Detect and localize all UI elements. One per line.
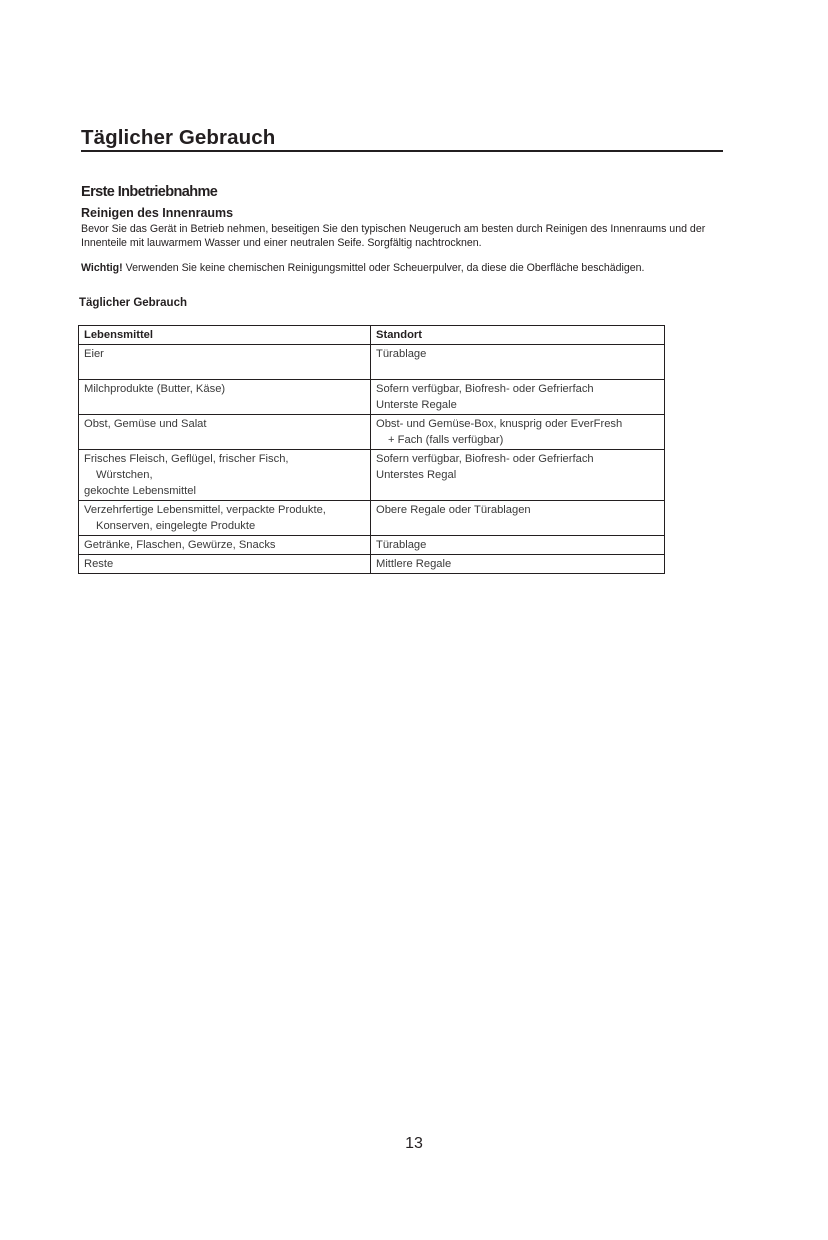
section-heading: Erste Inbetriebnahme	[81, 184, 218, 200]
intro-paragraph: Bevor Sie das Gerät in Betrieb nehmen, beseitigen Sie den typischen Neugeruch am besten durch Reinigen des Innenraums und der Innenteile mit lauwarmem Wasser und einer neutralen Seife. Sorgfältig nachtrocknen.	[81, 223, 706, 249]
location-cell	[371, 450, 665, 501]
table-row	[79, 501, 665, 536]
location-line: Sofern verfügbar, Biofresh- oder Gefrierfach	[376, 453, 594, 465]
food-line: Reste	[84, 558, 114, 570]
location-line: Unterste Regale	[376, 399, 457, 411]
location-cell	[371, 380, 665, 415]
location-cell	[371, 536, 665, 555]
table-header-row	[79, 326, 665, 345]
location-line: Türablage	[376, 348, 427, 360]
location-line: + Fach (falls verfügbar)	[388, 434, 504, 446]
header-location: Standort	[371, 326, 665, 345]
location-cell	[371, 555, 665, 574]
food-line: Verzehrfertige Lebensmittel, verpackte Produkte,	[84, 504, 326, 516]
food-cell	[79, 345, 371, 380]
table-row	[79, 450, 665, 501]
table-row	[79, 380, 665, 415]
food-line: gekochte Lebensmittel	[84, 485, 196, 497]
location-line: Türablage	[376, 539, 427, 551]
page-number: 13	[405, 1135, 423, 1152]
food-line: Getränke, Flaschen, Gewürze, Snacks	[84, 539, 276, 551]
location-line: Mittlere Regale	[376, 558, 452, 570]
location-cell	[371, 345, 665, 380]
header-food: Lebensmittel	[79, 326, 371, 345]
food-line: Eier	[84, 348, 104, 360]
food-line: Obst, Gemüse und Salat	[84, 418, 207, 430]
table-caption: Täglicher Gebrauch	[79, 297, 188, 309]
food-line: Frisches Fleisch, Geflügel, frischer Fisch,	[84, 453, 289, 465]
location-cell	[371, 415, 665, 450]
location-line: Obst- und Gemüse-Box, knusprig oder EverFresh	[376, 418, 623, 430]
food-cell	[79, 415, 371, 450]
food-line: Milchprodukte (Butter, Käse)	[84, 383, 226, 395]
storage-table	[78, 325, 665, 574]
table-row	[79, 555, 665, 574]
food-line: Konserven, eingelegte Produkte	[96, 520, 256, 532]
location-line: Unterstes Regal	[376, 469, 457, 481]
location-cell	[371, 501, 665, 536]
location-line: Sofern verfügbar, Biofresh- oder Gefrierfach	[376, 383, 594, 395]
table-row	[79, 345, 665, 380]
note-paragraph	[81, 261, 741, 275]
table-row	[79, 536, 665, 555]
food-cell	[79, 555, 371, 574]
food-cell	[79, 380, 371, 415]
food-cell	[79, 450, 371, 501]
location-line: Obere Regale oder Türablagen	[376, 504, 531, 516]
food-cell	[79, 501, 371, 536]
note-body: Verwenden Sie keine chemischen Reinigungsmittel oder Scheuerpulver, da diese die Oberfläche beschädigen.	[122, 262, 645, 274]
table-row	[79, 415, 665, 450]
sub-heading: Reinigen des Innenraums	[81, 206, 234, 220]
page-title: Täglicher Gebrauch	[81, 125, 723, 152]
food-cell	[79, 536, 371, 555]
note-label: Wichtig!	[81, 262, 123, 274]
food-line: Würstchen,	[96, 469, 153, 481]
